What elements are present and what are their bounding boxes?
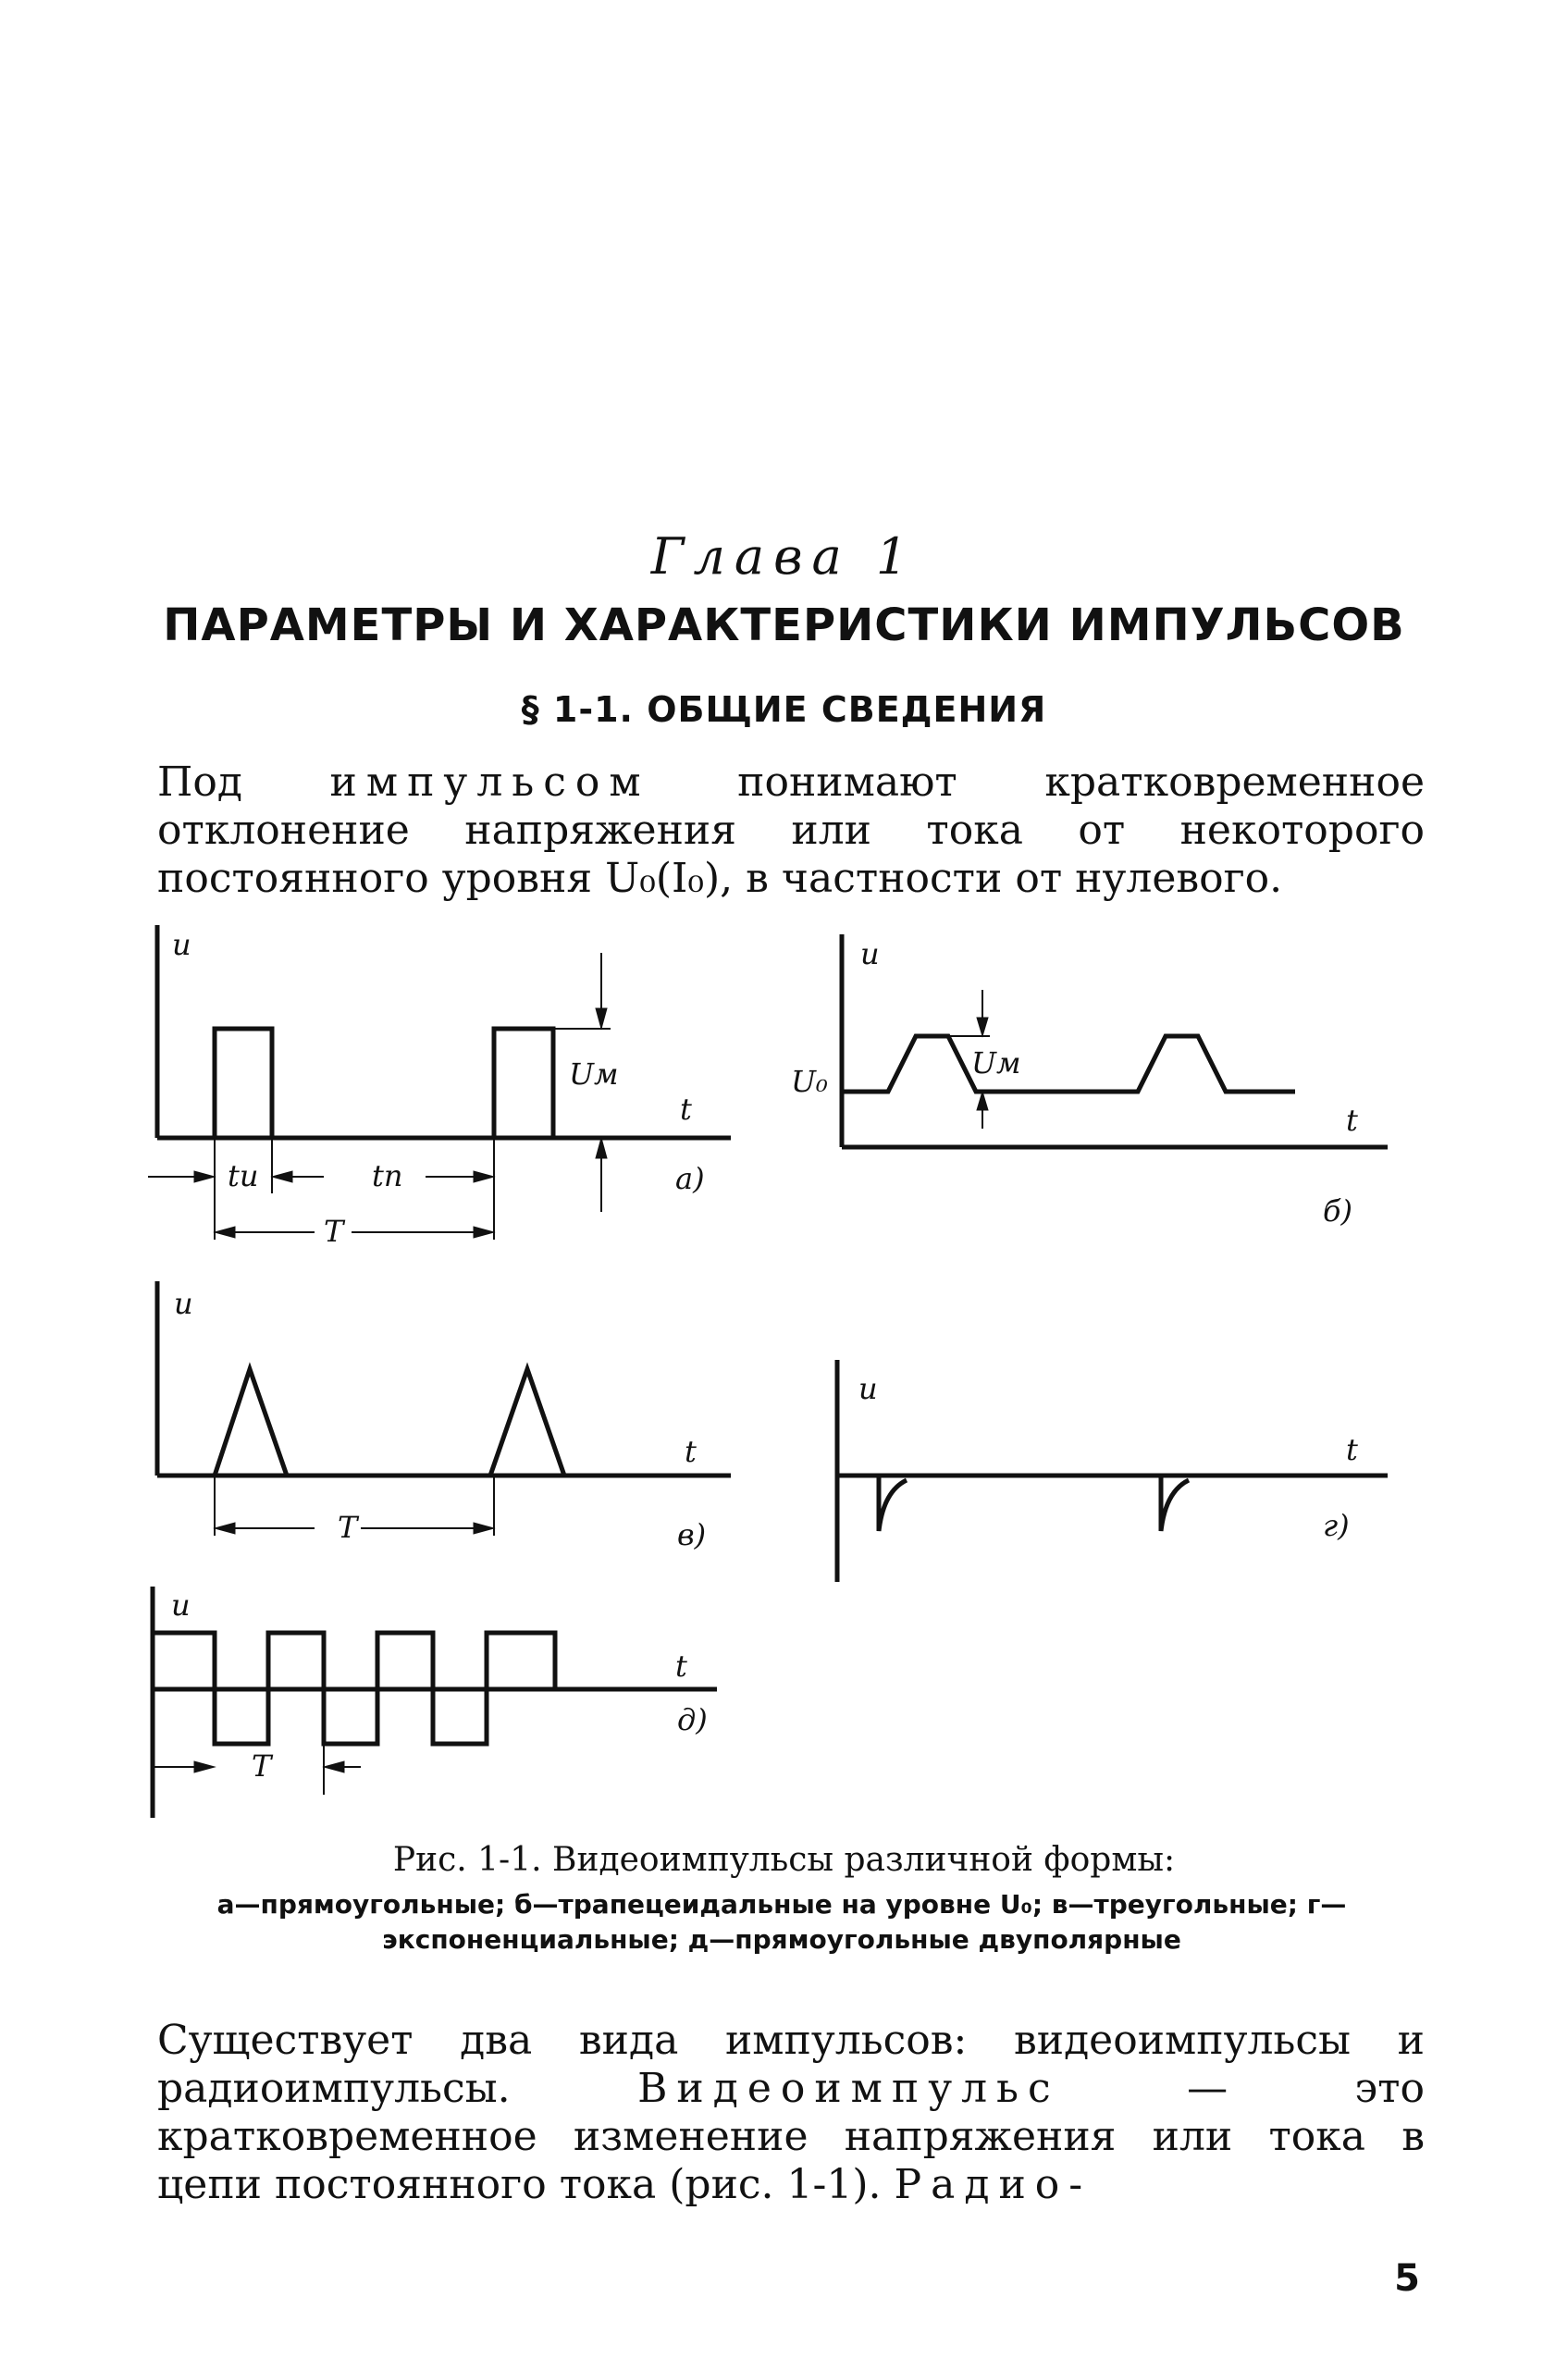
figure-caption-title: Рис. 1-1. Видеоимпульсы различной формы: [392,1841,1176,1879]
panel-b-t-label: t [1346,1103,1358,1138]
body-part1: Существует два вида импульсов: видеоимпульсы и радиоимпульсы. [157,2017,1425,2112]
intro-text: понимают кратковременное отклонение напряжения или тока от некоторого постоянного уровня U₀(I₀), в частности от нулевого. [157,759,1425,902]
panel-a-pulses [157,1029,553,1138]
chapter-title: ПАРАМЕТРЫ И ХАРАКТЕРИСТИКИ ИМПУЛЬСОВ [163,599,1405,651]
panel-v-graph [157,1281,731,1536]
panel-v-u-label: u [174,1286,193,1321]
figure-caption-subtitle: а—прямоугольные; б—трапецеидальные на уровне U₀; в—треугольные; г—экспоненциальные; д—прямоугольные двуполярные [216,1889,1347,1955]
panel-a-um-label: Uм [569,1056,619,1092]
figure-svg [139,916,1434,1822]
panel-a-caption-label: а) [675,1161,705,1196]
panel-b-caption-label: б) [1323,1193,1353,1229]
panel-g-graph [837,1360,1388,1582]
panel-v-triangles [157,1369,564,1476]
panel-g-spike-2 [1161,1476,1189,1531]
panel-a-u-label: u [172,927,191,962]
term-radio: Радио- [894,2161,1093,2208]
panel-b-graph [842,934,1388,1147]
panel-g-t-label: t [1346,1432,1358,1467]
panel-g-u-label: u [858,1371,878,1406]
intro-paragraph [157,759,1425,903]
panel-g-spike-1 [879,1476,907,1531]
panel-v-period-label: T [338,1510,358,1545]
figure-1-1 [139,916,1434,1822]
panel-b-u0-label: U₀ [791,1064,828,1099]
body-part2: — это кратковременное изменение напряжения или тока в цепи постоянного тока (рис. 1-1). [157,2065,1425,2208]
intro-lead: Под [157,759,330,806]
panel-a-period-label: T [324,1214,344,1249]
panel-a-t-label: t [680,1092,692,1127]
term-impulse: импульсом [329,759,650,806]
panel-g-caption-label: г) [1323,1508,1350,1543]
panel-b-trapezoids [842,1036,1295,1092]
term-videoimpulse: Видеоимпульс [637,2065,1060,2112]
chapter-label: Глава 1 [650,527,918,586]
panel-a-tp-label: tп [372,1158,403,1193]
panel-d-period-label: T [252,1748,272,1784]
panel-v-t-label: t [685,1434,697,1469]
panel-d-u-label: u [171,1587,191,1623]
panel-d-caption-label: д) [677,1702,708,1737]
panel-a-ti-label: tи [228,1158,259,1193]
section-heading: § 1-1. ОБЩИЕ СВЕДЕНИЯ [521,689,1047,730]
page-number: 5 [1394,2257,1420,2300]
panel-b-u-label: u [860,936,880,971]
body-paragraph [157,2017,1425,2209]
panel-d-graph [153,1587,717,1818]
panel-b-um-label: Uм [971,1045,1021,1081]
panel-d-t-label: t [675,1649,687,1684]
panel-v-caption-label: в) [677,1517,707,1552]
